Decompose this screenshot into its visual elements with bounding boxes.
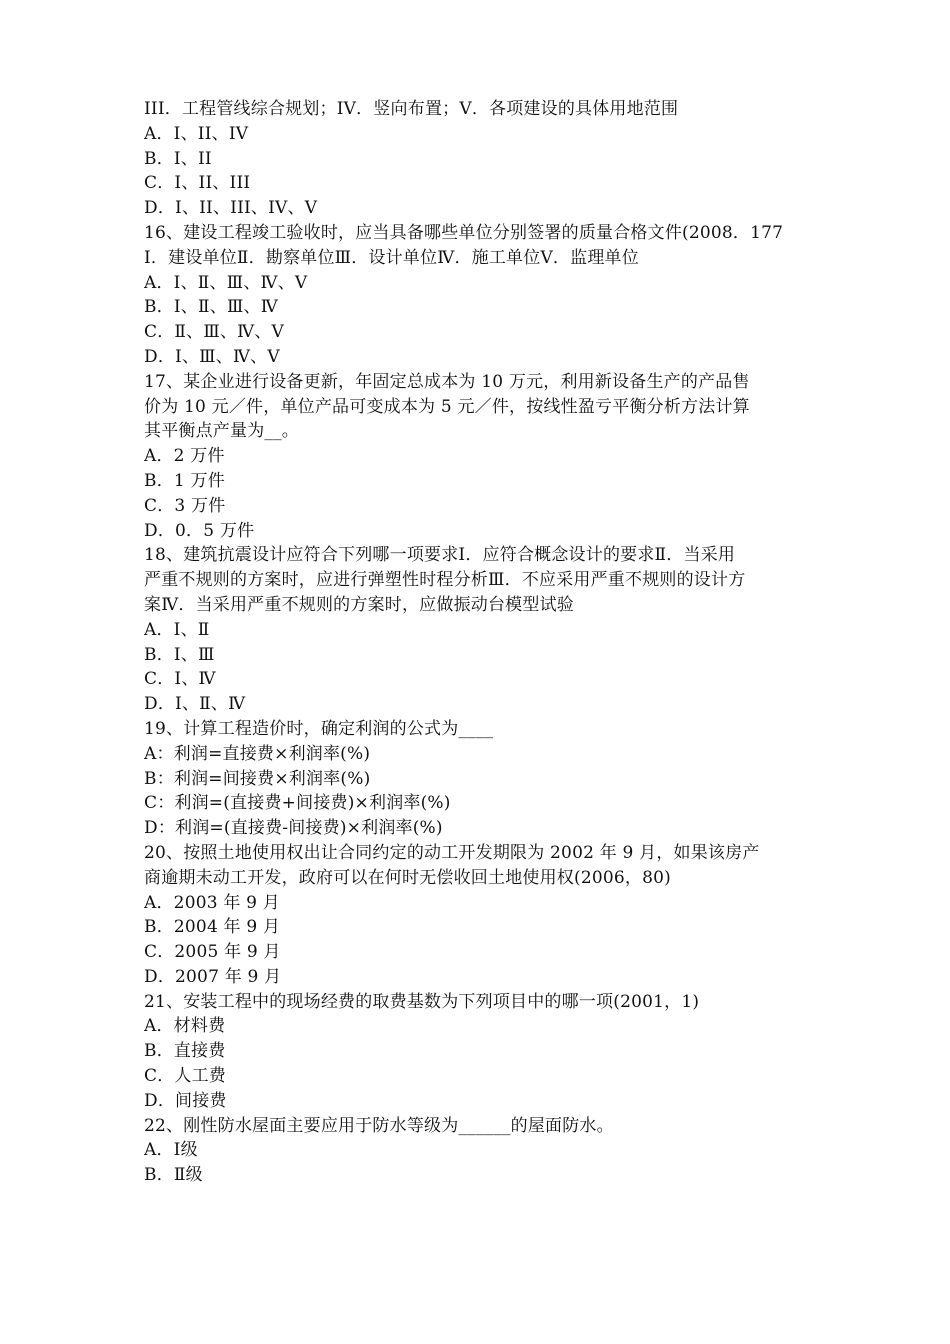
option-line: C．Ⅰ、Ⅳ <box>144 669 216 690</box>
question-22: 22、刚性防水屋面主要应用于防水等级为______的屋面防水。 <box>144 1115 614 1136</box>
option-line: B．Ⅰ、Ⅱ、Ⅲ、Ⅳ <box>144 297 278 318</box>
option-line: A．2003 年 9 月 <box>144 892 280 913</box>
option-line: A．Ⅰ、Ⅱ <box>144 619 210 640</box>
option-line: C．人工费 <box>144 1066 227 1087</box>
question-18: 18、建筑抗震设计应符合下列哪一项要求Ⅰ．应符合概念设计的要求Ⅱ．当采用 <box>144 545 736 566</box>
option-line: C．2005 年 9 月 <box>144 942 281 963</box>
option-line: B．直接费 <box>144 1041 226 1062</box>
text-line: 严重不规则的方案时，应进行弹塑性时程分析Ⅲ．不应采用严重不规则的设计方 <box>144 570 746 591</box>
text-line: 价为 10 元／件，单位产品可变成本为 5 元／件，按线性盈亏平衡分析方法计算 <box>144 396 750 417</box>
text-line: Ⅰ．建设单位Ⅱ．勘察单位Ⅲ．设计单位Ⅳ．施工单位Ⅴ．监理单位 <box>144 247 639 268</box>
option-line: B：利润=间接费×利润率(%) <box>144 768 371 789</box>
option-line: C．Ⅱ、Ⅲ、Ⅳ、Ⅴ <box>144 322 285 343</box>
text-line: 其平衡点产量为__。 <box>144 421 299 442</box>
option-line: D．0．5 万件 <box>144 520 255 541</box>
text-line: III．工程管线综合规划；IV．竖向布置；V．各项建设的具体用地范围 <box>144 99 679 119</box>
option-line: D．2007 年 9 月 <box>144 966 282 987</box>
document-page <box>144 97 816 1188</box>
option-line: A．I、II、IV <box>144 123 249 144</box>
option-line: C：利润=(直接费+间接费)×利润率(%) <box>144 793 451 814</box>
option-line: B．1 万件 <box>144 470 225 491</box>
question-21: 21、安装工程中的现场经费的取费基数为下列项目中的哪一项(2001，1) <box>144 991 700 1012</box>
option-line: C．I、II、III <box>144 173 251 194</box>
question-16: 16、建设工程竣工验收时，应当具备哪些单位分别签署的质量合格文件(2008．177 <box>144 222 784 243</box>
option-line: A：利润=直接费×利润率(%) <box>144 743 371 764</box>
question-17: 17、某企业进行设备更新，年固定总成本为 10 万元，利用新设备生产的产品售 <box>144 371 750 392</box>
option-line: B．I、II <box>144 148 212 169</box>
option-line: B．Ⅱ级 <box>144 1165 203 1186</box>
text-line: 案Ⅳ．当采用严重不规则的方案时，应做振动台模型试验 <box>144 594 574 615</box>
option-line: D．间接费 <box>144 1090 227 1111</box>
text-line: 商逾期未动工开发，政府可以在何时无偿收回土地使用权(2006，80) <box>144 867 671 888</box>
option-line: D．Ⅰ、Ⅱ、Ⅳ <box>144 694 246 715</box>
option-line: B．2004 年 9 月 <box>144 917 281 938</box>
option-line: A．Ⅰ级 <box>144 1140 198 1161</box>
question-19: 19、计算工程造价时，确定利润的公式为____ <box>144 718 494 739</box>
option-line: D．Ⅰ、Ⅲ、Ⅳ、Ⅴ <box>144 346 280 367</box>
option-line: C．3 万件 <box>144 495 226 516</box>
option-line: A．2 万件 <box>144 446 225 467</box>
option-line: D：利润=(直接费-间接费)×利润率(%) <box>144 818 443 839</box>
option-line: D．I、II、III、IV、V <box>144 198 318 219</box>
question-20: 20、按照土地使用权出让合同约定的动工开发期限为 2002 年 9 月，如果该房产 <box>144 842 760 863</box>
option-line: A．材料费 <box>144 1016 226 1037</box>
option-line: A．Ⅰ、Ⅱ、Ⅲ、Ⅳ、Ⅴ <box>144 272 308 293</box>
option-line: B．Ⅰ、Ⅲ <box>144 644 215 665</box>
